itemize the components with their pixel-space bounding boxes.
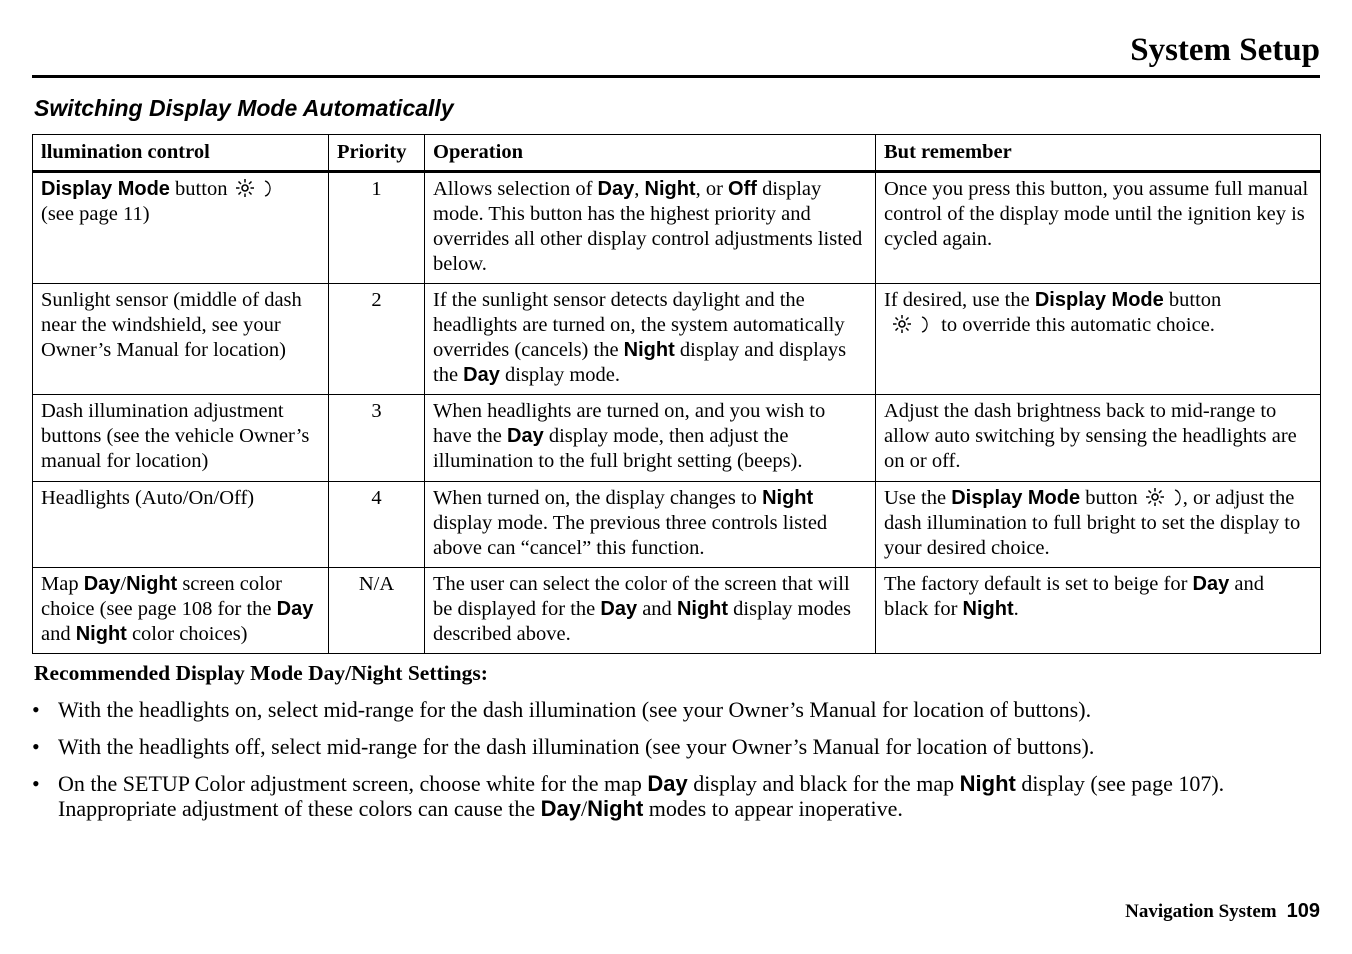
table-row	[33, 482, 1321, 568]
page-number: 109	[1286, 900, 1320, 922]
sun-moon-icon	[233, 178, 273, 199]
list-item: • On the SETUP Color adjustment screen, choose white for the map Day display and black for the map Night display (see page 107). Inappropriate adjustment of these colors can cause the Day/Night modes to appear inoperative.	[32, 771, 1225, 821]
cell-priority: N/A	[329, 568, 425, 654]
cell-remember: Use the Display Mode button , or adjust the dash illumination to full bright to set the display to your desired choice.	[876, 482, 1321, 568]
cell-priority: 2	[329, 284, 425, 395]
list-item: • With the headlights on, select mid-range for the dash illumination (see your Owner’s Manual for location of buttons).	[32, 697, 1092, 722]
cell-control: Map Day/Night screen color choice (see page 108 for the Day and Night color choices)	[33, 568, 329, 654]
bullet: •	[32, 771, 40, 796]
cell-operation: The user can select the color of the screen that will be displayed for the Day and Night display modes described above.	[425, 568, 876, 654]
header-but-remember: But remember	[876, 135, 1321, 172]
bullet: •	[32, 697, 40, 722]
display-mode-label: Display Mode	[41, 178, 170, 200]
cell-control: Sunlight sensor (middle of dash near the windshield, see your Owner’s Manual for location)	[33, 284, 329, 395]
page-footer	[1125, 898, 1320, 925]
recommended-list	[32, 697, 1322, 833]
cell-priority: 3	[329, 395, 425, 482]
table-row	[33, 395, 1321, 482]
sun-moon-icon	[884, 314, 936, 335]
cell-remember: Adjust the dash brightness back to mid-range to allow auto switching by sensing the headlights are on or off.	[876, 395, 1321, 482]
cell-remember: Once you press this button, you assume full manual control of the display mode until the ignition key is cycled again.	[876, 172, 1321, 284]
cell-remember: If desired, use the Display Mode button to override this automatic choice.	[876, 284, 1321, 395]
table-row	[33, 568, 1321, 654]
cell-priority: 4	[329, 482, 425, 568]
table-header-row	[33, 135, 1321, 172]
bullet: •	[32, 734, 40, 759]
table-row	[33, 172, 1321, 284]
cell-priority: 1	[329, 172, 425, 284]
cell-control: Display Mode button (see page 11)	[33, 172, 329, 284]
section-heading: Switching Display Mode Automatically	[34, 95, 454, 121]
header-priority: Priority	[329, 135, 425, 172]
illumination-table	[32, 134, 1321, 654]
footer-label: Navigation System	[1125, 901, 1277, 922]
header-rule	[32, 75, 1320, 78]
page-title: System Setup	[1130, 32, 1320, 68]
cell-remember: The factory default is set to beige for Day and black for Night.	[876, 568, 1321, 654]
cell-control: Headlights (Auto/On/Off)	[33, 482, 329, 568]
list-item: • With the headlights off, select mid-range for the dash illumination (see your Owner’s Manual for location of buttons).	[32, 734, 1095, 759]
sun-moon-icon	[1143, 487, 1183, 508]
cell-operation: When headlights are turned on, and you wish to have the Day display mode, then adjust the illumination to the full bright setting (beeps).	[425, 395, 876, 482]
table-row	[33, 284, 1321, 395]
recommended-heading: Recommended Display Mode Day/Night Settings:	[34, 661, 488, 685]
cell-operation: Allows selection of Day, Night, or Off display mode. This button has the highest priority and overrides all other display control adjustments listed below.	[425, 172, 876, 284]
header-operation: Operation	[425, 135, 876, 172]
cell-operation: If the sunlight sensor detects daylight and the headlights are turned on, the system automatically overrides (cancels) the Night display and displays the Day display mode.	[425, 284, 876, 395]
header-illumination-control: llumination control	[33, 135, 329, 172]
cell-operation: When turned on, the display changes to Night display mode. The previous three controls listed above can “cancel” this function.	[425, 482, 876, 568]
cell-control: Dash illumination adjustment buttons (see the vehicle Owner’s manual for location)	[33, 395, 329, 482]
